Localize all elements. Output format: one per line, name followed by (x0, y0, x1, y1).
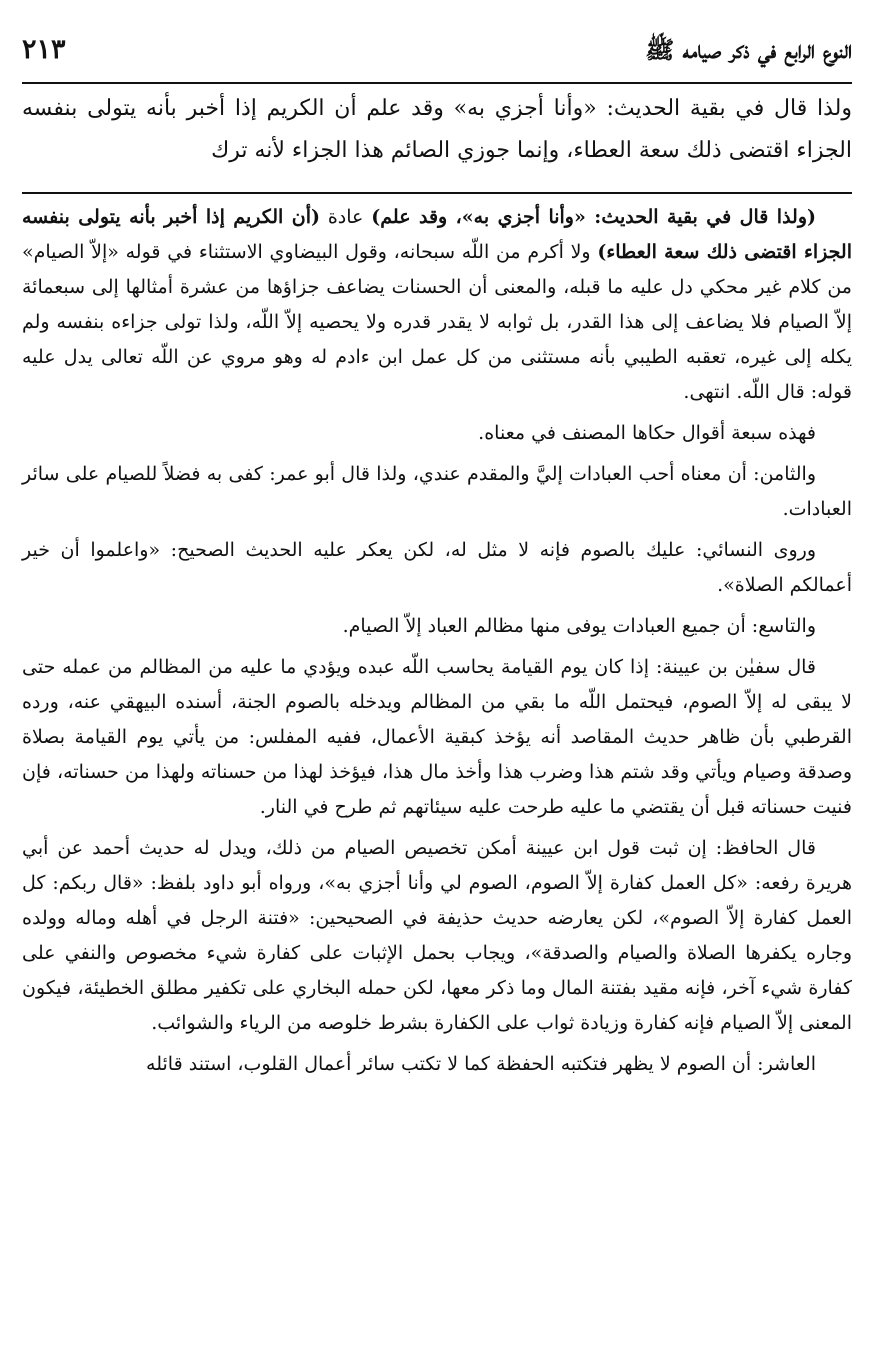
commentary-paragraph: العاشر: أن الصوم لا يظهر فتكتبه الحفظة كما لا تكتب سائر أعمال القلوب، استند قائله (146, 1053, 816, 1075)
page-number: ٢١٣ (22, 34, 66, 65)
page-header (22, 34, 852, 82)
commentary-paragraph: والثامن: أن معناه أحب العبادات إليَّ والمقدم عندي، ولذا قال أبو عمر: كفى به فضلاً للصيام على سائر العبادات. (22, 463, 852, 520)
main-text: ولذا قال في بقية الحديث: «وأنا أجزي به» وقد علم أن الكريم إذا أخبر بأنه يتولى بنفسه الجزاء اقتضى ذلك سعة العطاء، وإنما جوزي الصائم هذا الجزاء لأنه ترك (22, 96, 852, 163)
commentary (22, 194, 852, 1082)
commentary-text: ولا أكرم من اللّه سبحانه، وقول البيضاوي الاستثناء في قوله «إلاّ الصيام» من كلام غير محكي دل عليه ما قبله، والمعنى أن الحسنات يضاعف جزاؤها من عشرة أمثالها إلى سبعمائة إلاّ الصيام فلا يضاعف إلى هذا القدر، بل ثوابه لا يقدر قدره ولا يحصيه إلاّ اللّه، ولذا تولى جزاءه بنفسه ولم يكله إلى غيره، تعقبه الطيبي بأنه مستثنى من كل عمل ابن ءادم له وهو مروي عن اللّه تعالى يدل عليه قوله: قال اللّه. انتهى. (22, 241, 852, 403)
commentary-paragraph: قال الحافظ: إن ثبت قول ابن عيينة أمكن تخصيص الصيام من ذلك، ويدل له حديث أحمد عن أبي هريرة رفعه: «كل العمل كفارة إلاّ الصوم، الصوم لي وأنا أجزي به»، ورواه أبو داود بلفظ: «قال ربكم: كل العمل كفارة إلاّ الصوم»، لكن يعارضه حديث حذيفة في الصحيحين: «فتنة الرجل في أهله وماله وولده وجاره يكفرها الصلاة والصيام والصدقة»، ويجاب بحمل الإثبات على كفارة شيء مخصوص والنفي على كفارة شيء آخر، فإنه مقيد بفتنة المال وما ذكر معها، لكن حمله البخاري على تكفير مطلق الخطيئة، فيكون المعنى إلاّ الصيام فإنه كفارة وزيادة ثواب على الكفارة بشرط خلوصه من الرياء والشوائب. (22, 837, 852, 1034)
commentary-paragraph: فهذه سبعة أقوال حكاها المصنف في معناه. (478, 422, 816, 444)
commentary-paragraph: وروى النسائي: عليك بالصوم فإنه لا مثل له، لكن يعكر عليه الحديث الصحيح: «واعلموا أن خير أعمالكم الصلاة». (22, 539, 852, 596)
commentary-paragraph: والتاسع: أن جميع العبادات يوفى منها مظالم العباد إلاّ الصيام. (342, 615, 816, 637)
quoted-text: (ولذا قال في بقية الحديث: «وأنا أجزي به»، وقد علم) (371, 206, 817, 228)
quoted-text: (أن الكريم إذا أخبر بأنه يتولى بنفسه الجزاء اقتضى ذلك سعة العطاء) (22, 206, 852, 263)
commentary-paragraph: قال سفيٰن بن عيينة: إذا كان يوم القيامة يحاسب اللّه عبده ويؤدي ما عليه من المظالم من عمله حتى لا يبقى له إلاّ الصوم، فيحتمل اللّه ما بقي من المظالم ويدخله بالصوم الجنة، أسنده البيهقي عنه، ورده القرطبي بأن ظاهر حديث المقاصد أنه يؤخذ كبقية الأعمال، ففيه المفلس: من يأتي يوم القيامة بصلاة وصدقة وصيام ويأتي وقد شتم هذا وضرب هذا وأخذ مال هذا، فيؤخذ لهذا من حسناته ولهذا من حسناته، فإن فنيت حسناته قبل أن يقتضي ما عليه طرحت عليه سيئاتهم ثم طرح في النار. (22, 656, 852, 818)
commentary-text: عادة (319, 206, 372, 228)
commentary-paragraph (22, 200, 852, 410)
running-title: النوع الرابع في ذكر صيامه ﷺ (645, 35, 852, 64)
document-page (22, 34, 852, 1082)
